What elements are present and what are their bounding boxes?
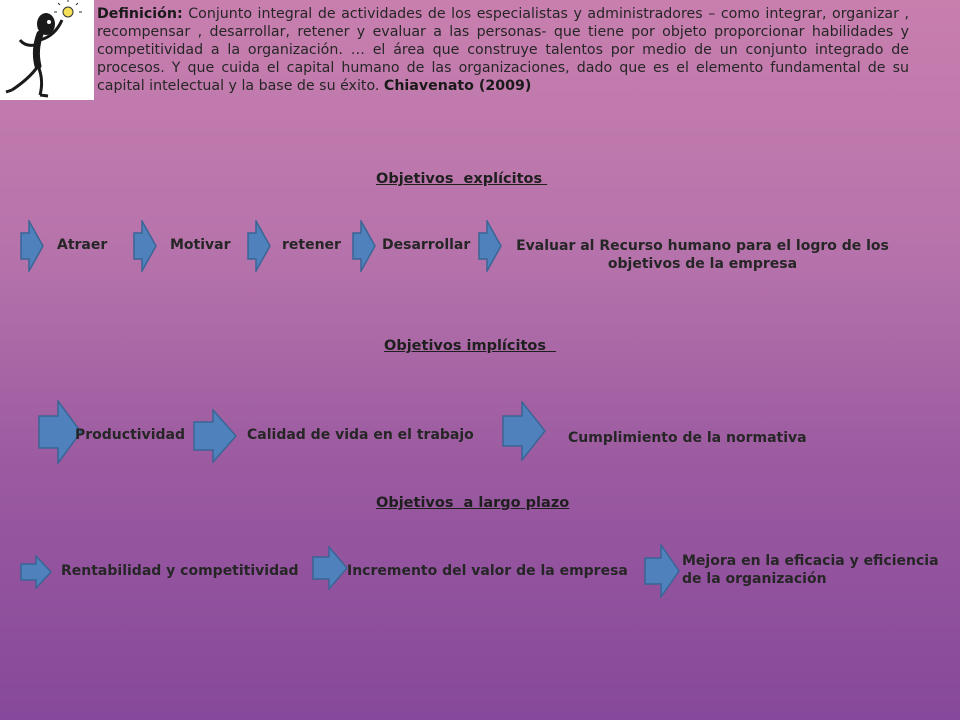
explicit-item-atraer: Atraer xyxy=(57,237,108,253)
definition-citation: Chiavenato (2009) xyxy=(383,78,532,94)
longterm-item-rentabilidad: Rentabilidad y competitividad xyxy=(61,563,299,579)
arrow-right-icon xyxy=(502,401,546,461)
definition-paragraph xyxy=(97,5,909,95)
arrow-right-icon xyxy=(20,555,52,589)
longterm-item-mejora: Mejora en la eficacia y eficiencia de la organización xyxy=(682,553,939,587)
implicit-item-cumplimiento: Cumplimiento de la normativa xyxy=(568,430,807,446)
arrow-right-icon xyxy=(352,220,376,272)
definition-term: Definición: xyxy=(97,6,183,22)
definition-text: Conjunto integral de actividades de los especialistas y administradores – como integrar, organizar , recompensar , desarrollar, retener y evaluar a las personas- que tiene por objeto proporcionar habilidades y competitividad a la organización. … el área que construye talentos por medio de un conjunto integrado de procesos. Y que cuida el capital humano de las organizaciones, dado que es el elemento fundamental de su capital intelectual y la base de su éxito. xyxy=(97,6,909,94)
arrow-right-icon xyxy=(312,546,348,590)
explicit-item-motivar: Motivar xyxy=(170,237,231,253)
explicit-objectives-heading: Objetivos explícitos xyxy=(376,171,548,187)
explicit-item-desarrollar: Desarrollar xyxy=(382,237,471,253)
arrow-right-icon xyxy=(644,544,680,598)
explicit-item-retener: retener xyxy=(282,237,341,253)
arrow-right-icon xyxy=(247,220,271,272)
implicit-item-productividad: Productividad xyxy=(75,427,185,443)
arrow-right-icon xyxy=(133,220,157,272)
arrow-right-icon xyxy=(478,220,502,272)
arrow-right-icon xyxy=(20,220,44,272)
arrow-right-icon xyxy=(193,409,237,463)
longterm-item-incremento: Incremento del valor de la empresa xyxy=(347,563,628,579)
stick-figure-clipart xyxy=(0,0,94,100)
longterm-objectives-heading: Objetivos a largo plazo xyxy=(376,495,570,511)
lightbulb-icon xyxy=(54,0,82,17)
explicit-item-evaluar: Evaluar al Recurso humano para el logro de los objetivos de la empresa xyxy=(516,238,889,272)
implicit-objectives-heading: Objetivos implícitos xyxy=(384,338,557,354)
implicit-item-calidad: Calidad de vida en el trabajo xyxy=(247,427,474,443)
